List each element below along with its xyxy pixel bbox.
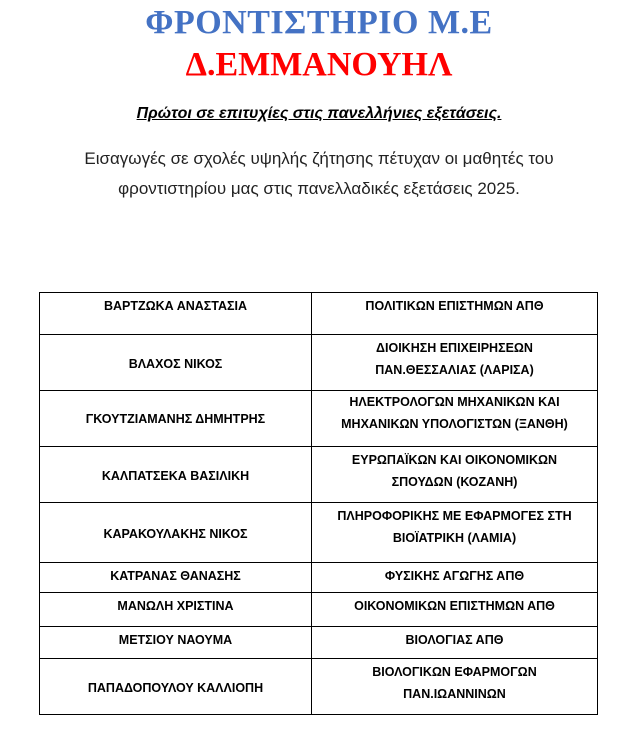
school-cell xyxy=(312,659,598,715)
intro-line: Εισαγωγές σε σχολές υψηλής ζήτησης πέτυχαν οι μαθητές του xyxy=(84,149,554,168)
table-row xyxy=(40,627,598,659)
school-line: ΕΥΡΩΠΑΪΚΩΝ ΚΑΙ ΟΙΚΟΝΟΜΙΚΩΝ xyxy=(351,453,558,467)
intro-line: φροντιστηρίου μας στις πανελλαδικές εξετάσεις 2025. xyxy=(118,179,520,198)
school-cell xyxy=(312,593,598,627)
subtitle: Πρώτοι σε επιτυχίες στις πανελλήνιες εξετάσεις. xyxy=(136,105,502,122)
student-name-cell: ΓΚΟΥΤΖΙΑΜΑΝΗΣ ΔΗΜΗΤΡΗΣ xyxy=(40,391,312,447)
school-cell xyxy=(312,335,598,391)
school-line: ΠΑΝ.ΙΩΑΝΝΙΝΩΝ xyxy=(403,687,506,701)
student-name-cell: ΒΛΑΧΟΣ ΝΙΚΟΣ xyxy=(40,335,312,391)
school-line: ΠΟΛΙΤΙΚΩΝ ΕΠΙΣΤΗΜΩΝ ΑΠΘ xyxy=(365,299,544,313)
student-name-cell: ΚΑΛΠΑΤΣΕΚΑ ΒΑΣΙΛΙΚΗ xyxy=(40,447,312,503)
table-row xyxy=(40,563,598,593)
school-cell xyxy=(312,293,598,335)
school-cell xyxy=(312,447,598,503)
table-row xyxy=(40,503,598,563)
school-cell xyxy=(312,627,598,659)
student-name-cell: ΜΕΤΣΙΟΥ ΝΑΟΥΜΑ xyxy=(40,627,312,659)
school-line: ΗΛΕΚΤΡΟΛΟΓΩΝ ΜΗΧΑΝΙΚΩΝ ΚΑΙ xyxy=(349,395,560,409)
table-row xyxy=(40,593,598,627)
school-cell xyxy=(312,563,598,593)
page-title: ΦΡΟΝΤΙΣΤΗΡΙΟ Μ.Ε xyxy=(145,4,493,41)
school-line: ΒΙΟΛΟΓΙΑΣ ΑΠΘ xyxy=(405,633,504,647)
student-name-cell: ΜΑΝΩΛΗ ΧΡΙΣΤΙΝΑ xyxy=(40,593,312,627)
school-line: ΔΙΟΙΚΗΣΗ ΕΠΙΧΕΙΡΗΣΕΩΝ xyxy=(376,341,533,355)
school-line: ΠΛΗΡΟΦΟΡΙΚΗΣ ΜΕ ΕΦΑΡΜΟΓΕΣ ΣΤΗ xyxy=(337,509,572,523)
table-row xyxy=(40,391,598,447)
school-line: ΦΥΣΙΚΗΣ ΑΓΩΓΗΣ ΑΠΘ xyxy=(384,569,525,583)
school-cell xyxy=(312,503,598,563)
student-name-cell: ΚΑΡΑΚΟΥΛΑΚΗΣ ΝΙΚΟΣ xyxy=(40,503,312,563)
table-row xyxy=(40,335,598,391)
student-name-cell: ΠΑΠΑΔΟΠΟΥΛΟΥ ΚΑΛΛΙΟΠΗ xyxy=(40,659,312,715)
student-name-cell: ΒΑΡΤΖΩΚΑ ΑΝΑΣΤΑΣΙΑ xyxy=(40,293,312,335)
school-line: ΠΑΝ.ΘΕΣΣΑΛΙΑΣ (ΛΑΡΙΣΑ) xyxy=(375,363,534,377)
student-name-cell: ΚΑΤΡΑΝΑΣ ΘΑΝΑΣΗΣ xyxy=(40,563,312,593)
intro-paragraph xyxy=(30,144,608,204)
page-title-name: Δ.ΕΜΜΑΝΟΥΗΛ xyxy=(185,46,453,83)
school-line: ΒΙΟΛΟΓΙΚΩΝ ΕΦΑΡΜΟΓΩΝ xyxy=(372,665,537,679)
school-line: ΟΙΚΟΝΟΜΙΚΩΝ ΕΠΙΣΤΗΜΩΝ ΑΠΘ xyxy=(354,599,555,613)
table-row xyxy=(40,447,598,503)
school-line: ΒΙΟΪΑΤΡΙΚΗ (ΛΑΜΙΑ) xyxy=(392,531,517,545)
table-row xyxy=(40,293,598,335)
school-cell xyxy=(312,391,598,447)
results-table xyxy=(39,292,598,715)
school-line: ΣΠΟΥΔΩΝ (ΚΟΖΑΝΗ) xyxy=(391,475,518,489)
school-line: ΜΗΧΑΝΙΚΩΝ ΥΠΟΛΟΓΙΣΤΩΝ (ΞΑΝΘΗ) xyxy=(341,417,568,431)
table-row xyxy=(40,659,598,715)
